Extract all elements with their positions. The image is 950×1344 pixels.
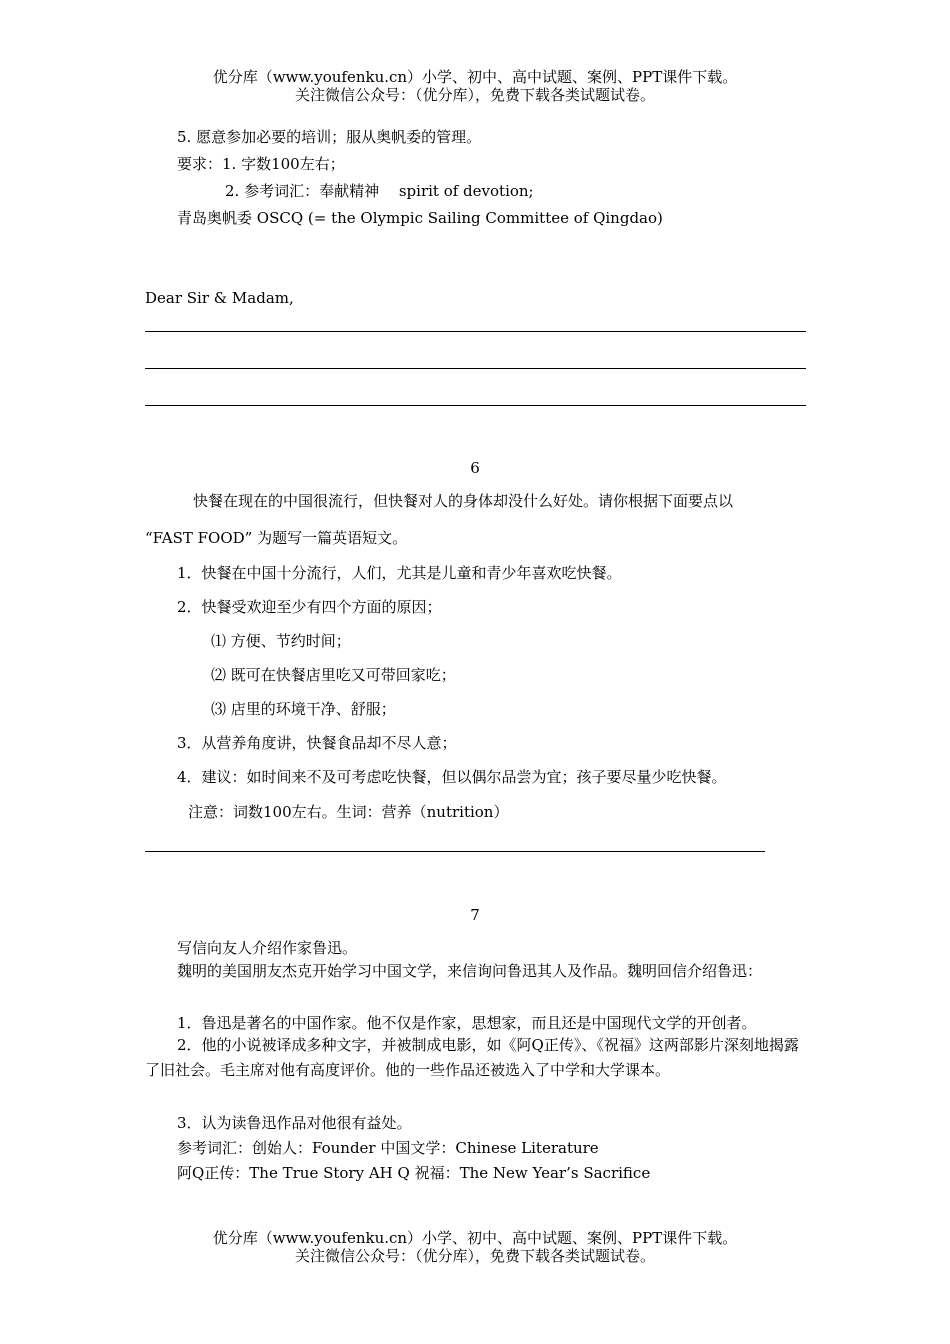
task5-item-5: 5. 愿意参加必要的培训；服从奥帆委的管理。 bbox=[177, 128, 482, 146]
task6-intro-line-2: “FAST FOOD” 为题写一篇英语短文。 bbox=[145, 529, 408, 547]
task7-vocabulary-2: 阿Q正传：The True Story AH Q 祝福：The New Year’s Sacrifice bbox=[177, 1164, 651, 1182]
answer-line bbox=[145, 368, 806, 369]
task6-point-4: 4．建议：如时间来不及可考虑吃快餐，但以偶尔品尝为宜；孩子要尽量少吃快餐。 bbox=[177, 768, 727, 786]
footer-line-2: 关注微信公众号：（优分库），免费下载各类试题试卷。 bbox=[294, 1247, 655, 1265]
task6-intro-line-1: 快餐在现在的中国很流行，但快餐对人的身体却没什么好处。请你根据下面要点以 bbox=[193, 492, 734, 510]
task7-title: 写信向友人介绍作家鲁迅。 bbox=[177, 939, 358, 957]
task6-point-3: 3．从营养角度讲，快餐食品却不尽人意； bbox=[177, 734, 457, 752]
task7-point-1: 1．鲁迅是著名的中国作家。他不仅是作家，思想家，而且还是中国现代文学的开创者。 bbox=[177, 1014, 757, 1032]
task6-note: 注意：词数100左右。生词：营养（nutrition） bbox=[188, 803, 509, 821]
task5-requirement-1: 要求：1. 字数100左右； bbox=[177, 155, 345, 173]
header-line-2: 关注微信公众号：（优分库），免费下载各类试题试卷。 bbox=[294, 86, 655, 104]
task-number-7: 7 bbox=[470, 906, 480, 924]
header-line-1: 优分库（www.youfenku.cn）小学、初中、高中试题、案例、PPT课件下载。 bbox=[212, 68, 738, 86]
answer-line bbox=[145, 405, 806, 406]
letter-salutation: Dear Sir & Madam, bbox=[145, 289, 294, 307]
task-number-6: 6 bbox=[470, 459, 480, 477]
task5-vocabulary: 青岛奥帆委 OSCQ (= the Olympic Sailing Committee of Qingdao) bbox=[177, 209, 663, 227]
task6-subpoint-1: ⑴ 方便、节约时间； bbox=[211, 632, 351, 650]
task7-intro: 魏明的美国朋友杰克开始学习中国文学，来信询问鲁迅其人及作品。魏明回信介绍鲁迅： bbox=[177, 962, 763, 980]
task6-point-1: 1．快餐在中国十分流行，人们，尤其是儿童和青少年喜欢吃快餐。 bbox=[177, 564, 622, 582]
footer-line-1: 优分库（www.youfenku.cn）小学、初中、高中试题、案例、PPT课件下载。 bbox=[212, 1229, 738, 1247]
task6-point-2: 2．快餐受欢迎至少有四个方面的原因； bbox=[177, 598, 442, 616]
answer-line bbox=[145, 851, 765, 852]
task7-point-2: 2．他的小说被译成多种文字，并被制成电影，如《阿Q正传》、《祝福》这两部影片深刻地揭露了旧社会。毛主席对他有高度评价。他的一些作品还被选入了中学和大学课本。 bbox=[145, 1036, 799, 1079]
task7-vocabulary-1: 参考词汇：创始人：Founder 中国文学：Chinese Literature bbox=[177, 1139, 599, 1157]
task7-point-3: 3．认为读鲁迅作品对他很有益处。 bbox=[177, 1114, 412, 1132]
task5-requirement-2: 2. 参考词汇：奉献精神 spirit of devotion; bbox=[225, 182, 534, 200]
task6-subpoint-3: ⑶ 店里的环境干净、舒服； bbox=[211, 700, 396, 718]
answer-line bbox=[145, 331, 806, 332]
task6-subpoint-2: ⑵ 既可在快餐店里吃又可带回家吃； bbox=[211, 666, 456, 684]
